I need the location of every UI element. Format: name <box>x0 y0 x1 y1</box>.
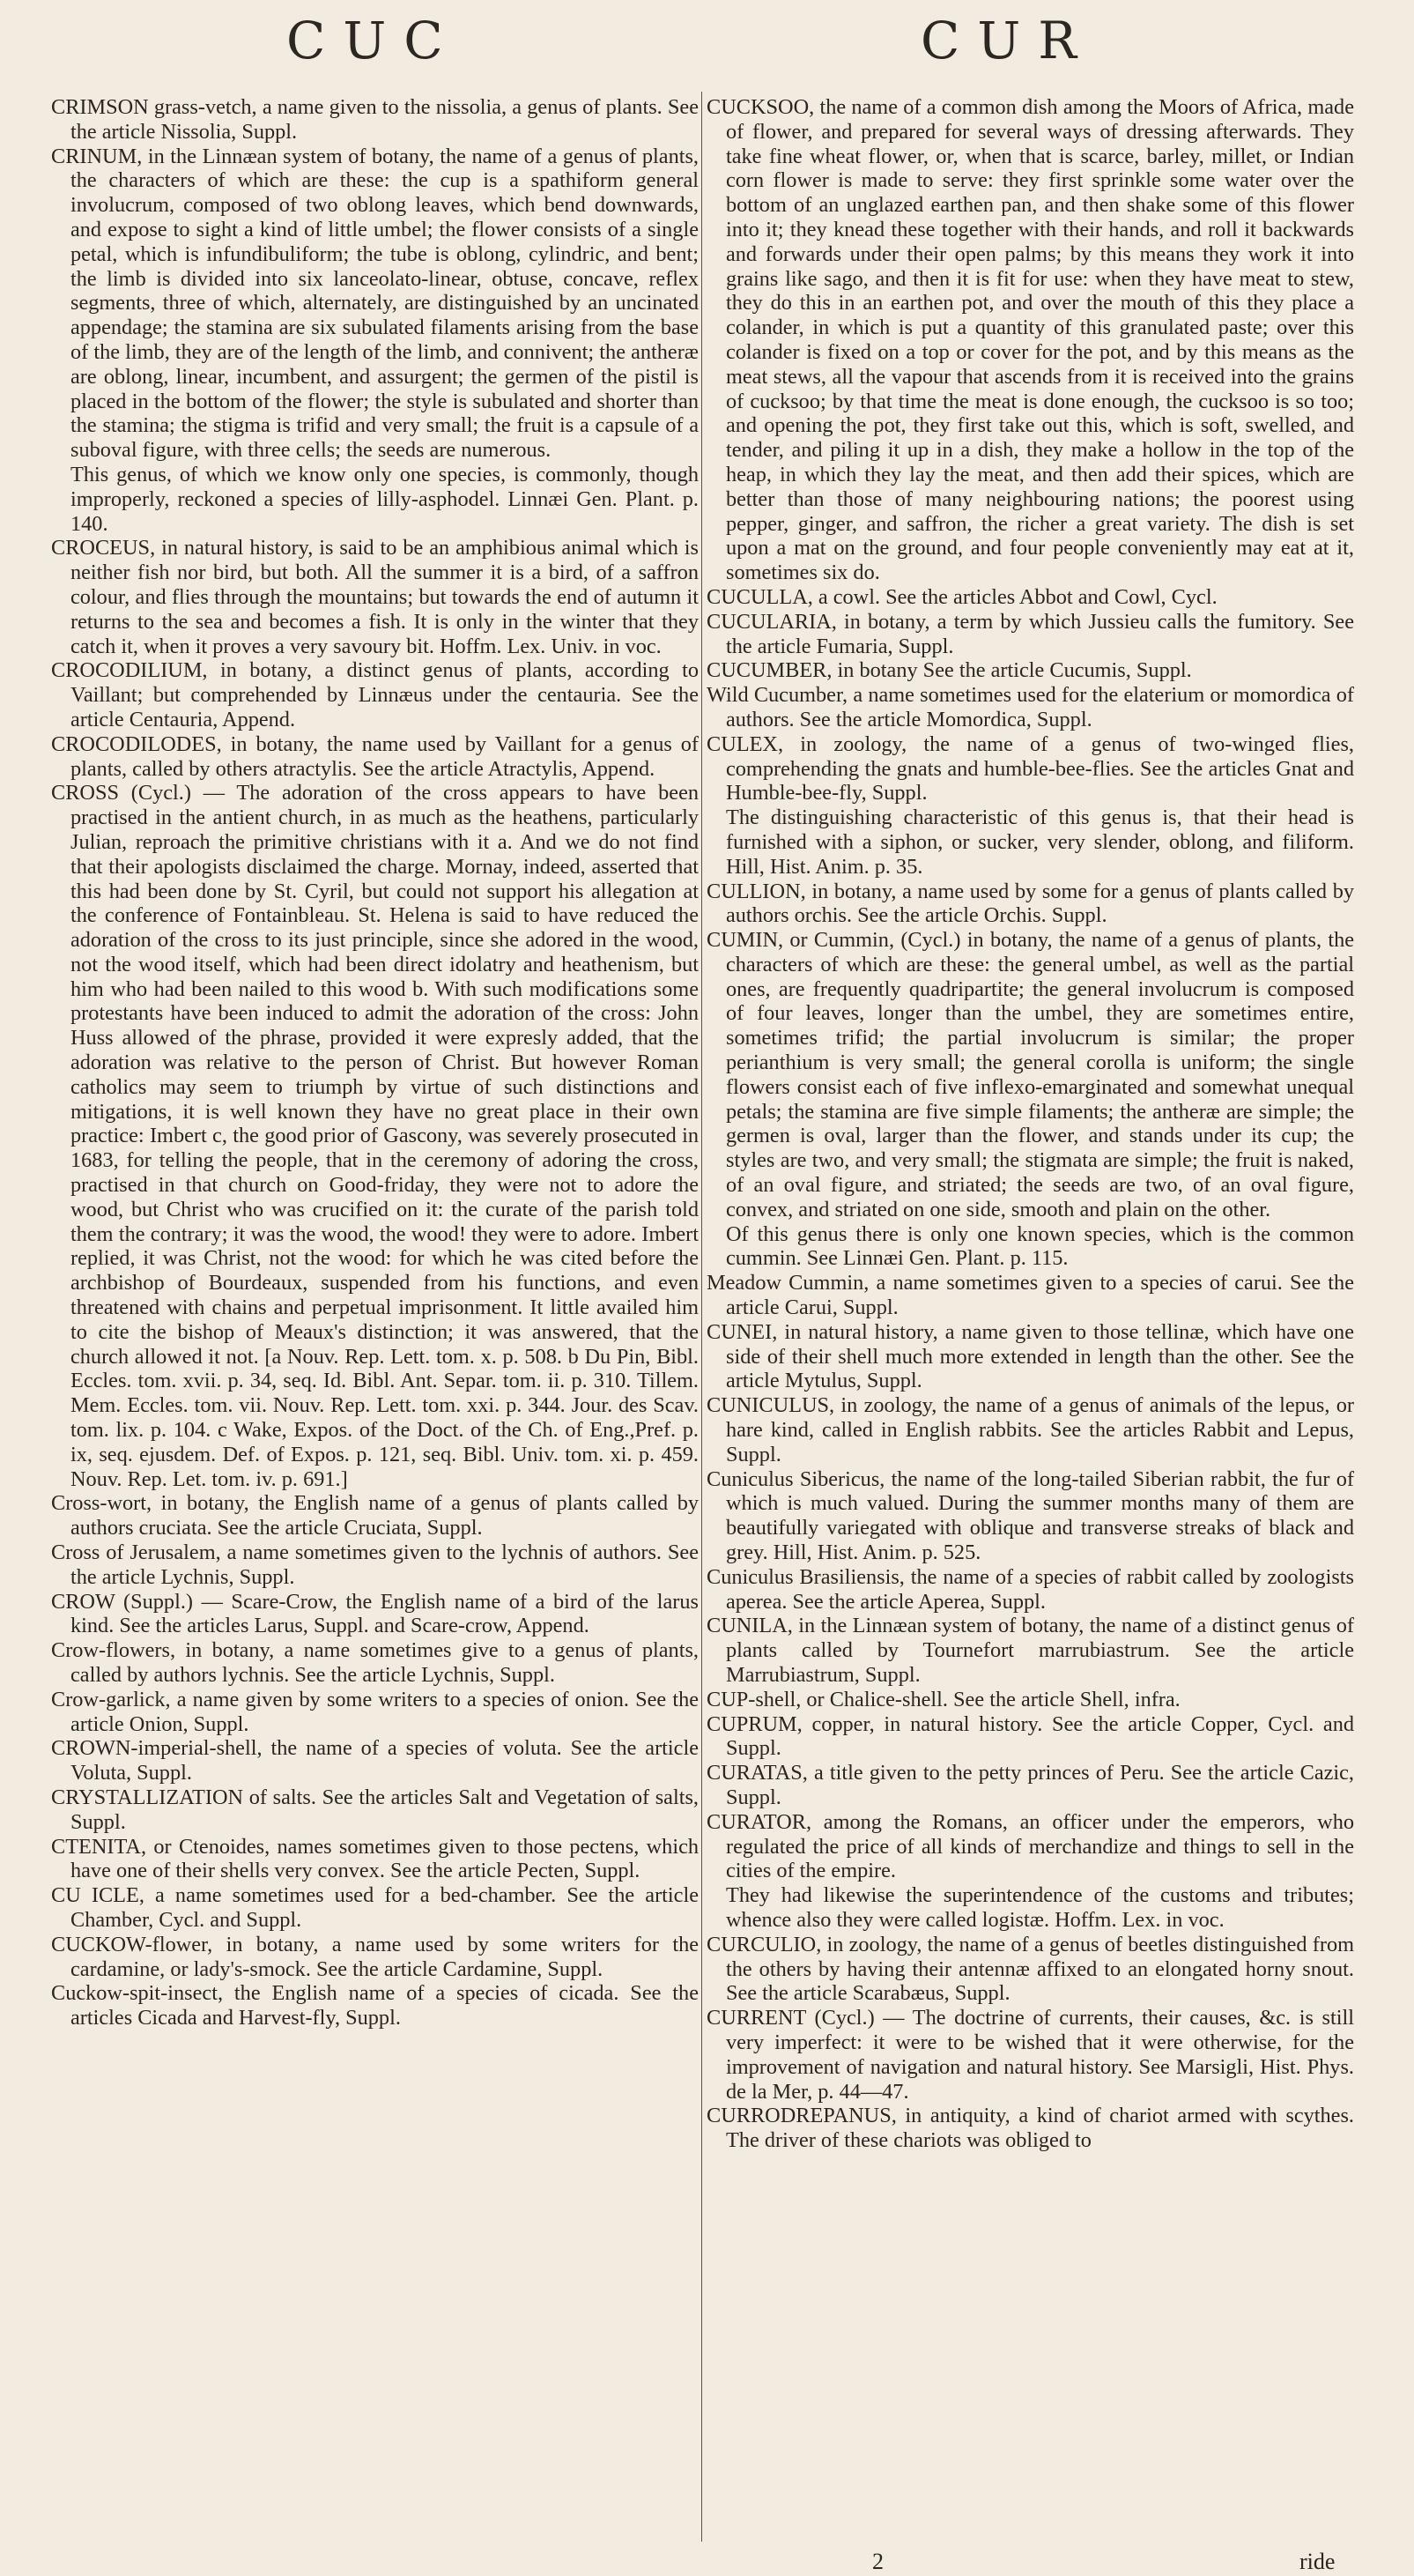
entry-cumin-2: Of this genus there is only one known species, which is the common cummin. See Linnæi Gen. Plant. p. 115. <box>726 1221 1354 1271</box>
running-head-left: CUC <box>286 11 461 71</box>
entry-curator: CURATOR, among the Romans, an officer under the emperors, who regulated the price of all kinds of merchandize and things to sell in the cities of the empire. <box>707 1809 1354 1883</box>
entry-cuckow-flower: CUCKOW-flower, in botany, a name used by some writers for the cardamine, or lady's-smock. See the article Cardamine, Suppl. <box>51 1932 699 1981</box>
entry-cross-wort: Cross-wort, in botany, the English name of a genus of plants called by authors cruciata. See the article Cruciata, Suppl. <box>51 1491 699 1540</box>
entry-crow: CROW (Suppl.) — Scare-Crow, the English name of a bird of the larus kind. See the articles Larus, Suppl. and Scare-crow, Append. <box>51 1589 699 1638</box>
entry-curatas: CURATAS, a title given to the petty princes of Peru. See the article Cazic, Suppl. <box>707 1761 1354 1809</box>
entry-cuprum: CUPRUM, copper, in natural history. See the article Copper, Cycl. and Suppl. <box>707 1711 1354 1761</box>
entry-curculio: CURCULIO, in zoology, the name of a genus of beetles distinguished from the others by having their antennæ affixed to an elongated horny snout. See the article Scarabæus, Suppl. <box>707 1932 1354 2006</box>
entry-crinum: CRINUM, in the Linnæan system of botany, the name of a genus of plants, the characters of which are these: the cup is a spathiform general involucrum, composed of two oblong leaves, which bend downwards, and expose to sight a kind of little umbel; the flower consists of a single petal, which is infundibuliform; the tube is oblong, cylindric, and bent; the limb is divided into six lanceolato-linear, obtuse, concave, reflex segments, three of which, alternately, are distinguished by an uncinated appendage; the stamina are six subulated filaments arising from the base of the limb, they are of the length of the limb, and connivent; the antheræ are oblong, linear, incumbent, and assurgent; the germen of the pistil is placed in the bottom of the flower; the style is subulated and shorter than the stamina; the stigma is trifid and very small; the fruit is a capsule of a suboval figure, with three cells; the seeds are numerous. <box>51 144 699 463</box>
entry-cup-shell: CUP-shell, or Chalice-shell. See the article Shell, infra. <box>707 1687 1181 1711</box>
entry-crimson: CRIMSON grass-vetch, a name given to the nissolia, a genus of plants. See the article Nissolia, Suppl. <box>51 95 699 144</box>
entry-cunila: CUNILA, in the Linnæan system of botany, the name of a distinct genus of plants called by Tournefort marrubiastrum. See the article Marrubiastrum, Suppl. <box>707 1614 1354 1687</box>
entry-current: CURRENT (Cycl.) — The doctrine of currents, their causes, &c. is still very imperfect: it were to be wished that it were otherwise, for the improvement of navigation and natural history. See Marsigli, Hist. Phys. de la Mer, p. 44—47. <box>707 2006 1354 2104</box>
entry-cuniculus-brasiliensis: Cuniculus Brasiliensis, the name of a species of rabbit called by zoologists aperea. See the article Aperea, Suppl. <box>707 1564 1354 1614</box>
entry-wild-cucumber: Wild Cucumber, a name sometimes used for the elaterium or momordica of authors. See the article Momordica, Suppl. <box>707 683 1354 731</box>
entry-crystallization: CRYSTALLIZATION of salts. See the articles Salt and Vegetation of salts, Suppl. <box>51 1785 699 1834</box>
entry-curator-2: They had likewise the superintendence of the customs and tributes; whence also they were called logistæ. Hoffm. Lex. in voc. <box>726 1883 1354 1932</box>
entry-cullion: CULLION, in botany, a name used by some for a genus of plants called by authors orchis. See the article Orchis. Suppl. <box>707 879 1354 928</box>
entry-crocodilodes: CROCODILODES, in botany, the name used by Vaillant for a genus of plants, called by others atractylis. See the article Atractylis, Append. <box>51 731 699 781</box>
entry-cuckow-spit-insect: Cuckow-spit-insect, the English name of a species of cicada. See the articles Cicada and Harvest-fly, Suppl. <box>51 1981 699 2030</box>
entry-crocodilium: CROCODILIUM, in botany, a distinct genus of plants, according to Vaillant; but comprehended by Linnæus under the centauria. See the article Centauria, Append. <box>51 658 699 731</box>
entry-cross-of-jerusalem: Cross of Jerusalem, a name sometimes given to the lychnis of authors. See the article Lychnis, Suppl. <box>51 1540 699 1589</box>
entry-ctenita: CTENITA, or Ctenoides, names sometimes given to those pectens, which have one of their shells very convex. See the article Pecten, Suppl. <box>51 1834 699 1883</box>
entry-cucumber: CUCUMBER, in botany See the article Cucumis, Suppl. <box>707 658 1192 683</box>
page-number: 2 <box>872 2549 884 2574</box>
entry-crown-imperial-shell: CROWN-imperial-shell, the name of a species of voluta. See the article Voluta, Suppl. <box>51 1736 699 1785</box>
entry-cuniculus: CUNICULUS, in zoology, the name of a genus of animals of the lepus, or hare kind, called in English rabbits. See the articles Rabbit and Lepus, Suppl. <box>707 1393 1354 1466</box>
entry-cross: CROSS (Cycl.) — The adoration of the cross appears to have been practised in the antient church, in as much as the heathens, particularly Julian, reproach the primitive christians with it a. And we do not find that their apologists disclaimed the charge. Mornay, indeed, asserted that this had been done by St. Cyril, but could not support his allegation at the conference of Fontainbleau. St. Helena is said to have reduced the adoration of the cross to its just principle, since she adored in the wood, not the wood itself, which had been direct idolatry and heathenism, but him who had been nailed to this wood b. With such modifications some protestants have been induced to admit the adoration of the cross: John Huss allowed of the phrase, provided it were expresly added, that the adoration was relative to the person of Christ. But however Roman catholics may seem to triumph by virtue of such distinctions and mitigations, it is well known they have no great place in their own practice: Imbert c, the good prior of Gascony, was severely prosecuted in 1683, for telling the people, that in the ceremony of adoring the cross, practised in that church on Good-friday, they were not to adore the wood, but Christ who was crucified on it: the curate of the parish told them the contrary; it was the wood, the wood! they were to adore. Imbert replied, it was Christ, not the wood: for which he was cited before the archbishop of Bourdeaux, suspended from his functions, and even threatened with chains and perpetual imprisonment. It little availed him to cite the bishop of Meaux's distinction; it was answered, that the church allowed it not. [a Nouv. Rep. Lett. tom. x. p. 508. b Du Pin, Bibl. Eccles. tom. xvii. p. 34, seq. Id. Bibl. Ant. Separ. tom. ii. p. 310. Tillem. Mem. Eccles. tom. vii. Nouv. Rep. Lett. tom. xxi. p. 344. Jour. des Scav. tom. lix. p. 104. c Wake, Expos. of the Doct. of the Ch. of Eng.,Pref. p. ix, seq. ejusdem. Def. of Expos. p. 121, seq. Bibl. Univ. tom. xi. p. 459. Nouv. Rep. Let. tom. iv. p. 691.] <box>51 781 699 1491</box>
entry-croceus: CROCEUS, in natural history, is said to be an amphibious animal which is neither fish nor bird, but both. All the summer it is a bird, of a saffron colour, and flies through the mountains; but towards the end of autumn it returns to the sea and becomes a fish. It is only in the winter that they catch it, when it proves a very savoury bit. Hoffm. Lex. Univ. in voc. <box>51 536 699 658</box>
entry-crinum-2: This genus, of which we know only one species, is commonly, though improperly, reckoned a species of lilly-asphodel. Linnæi Gen. Plant. p. 140. <box>70 462 699 536</box>
entry-culex: CULEX, in zoology, the name of a genus of two-winged flies, comprehending the gnats and humble-bee-flies. See the articles Gnat and Humble-bee-fly, Suppl. <box>707 731 1354 805</box>
entry-crow-flowers: Crow-flowers, in botany, a name sometimes give to a genus of plants, called by authors lychnis. See the article Lychnis, Suppl. <box>51 1638 699 1687</box>
right-column <box>707 95 1354 2528</box>
entry-currodrepanus: CURRODREPANUS, in antiquity, a kind of chariot armed with scythes. The driver of these chariots was obliged to <box>707 2104 1354 2153</box>
catchword: ride <box>1299 2549 1336 2574</box>
left-column <box>51 95 699 2528</box>
entry-cucularia: CUCULARIA, in botany, a term by which Jussieu calls the fumitory. See the article Fumaria, Suppl. <box>707 609 1354 658</box>
entry-cubicle: CU ICLE, a name sometimes used for a bed-chamber. See the article Chamber, Cycl. and Suppl. <box>51 1883 699 1932</box>
entry-cucksoo: CUCKSOO, the name of a common dish among the Moors of Africa, made of flower, and prepared for several ways of dressing afterwards. They take fine wheat flower, or, when that is scarce, barley, millet, or Indian corn flower is made to serve: they first sprinkle some water over the bottom of an unglazed earthen pan, and then shake some of this flower into it; they knead these together with their hands, and roll it backwards and forwards under their open palms; by this means they work it into grains like sago, and then it is fit for use: when they have meat to stew, they do this in an earthen pot, and over the mouth of this they place a colander, in which is put a quantity of this granulated paste; over this colander is fixed on a top or cover for the pot, and by this means as the meat stews, all the vapour that ascends from it is received into the grains of cucksoo; by that time the meat is done enough, the cucksoo is so too; and opening the pot, they first take out this, which is soft, swelled, and tender, and piling it up in a dish, they make a hollow in the top of the heap, in which they lay the meat, and then add their spices, which are better than those of many neighbouring nations; the poorest using pepper, ginger, and saffron, the richer a great variety. The dish is set upon a mat on the ground, and four people conveniently may eat at it, sometimes six do. <box>707 95 1354 585</box>
entry-crow-garlick: Crow-garlick, a name given by some writers to a species of onion. See the article Onion, Suppl. <box>51 1687 699 1736</box>
entry-cuniculus-sibericus: Cuniculus Sibericus, the name of the long-tailed Siberian rabbit, the fur of which is much valued. During the summer months many of them are beautifully variegated with oblique and transverse streaks of black and grey. Hill, Hist. Anim. p. 525. <box>707 1466 1354 1565</box>
entry-cumin: CUMIN, or Cummin, (Cycl.) in botany, the name of a genus of plants, the characters of which are these: the general umbel, as well as the partial ones, are frequently quadripartite; the general involucrum is composed of four leaves, longer than the umbel, they are sometimes entire, sometimes trifid; the partial involucrum is similar; the proper perianthium is very small; the general corolla is uniform; the single flowers consist each of five inflexo-emarginated and somewhat unequal petals; the stamina are five simple filaments; the antheræ are simple; the germen is oval, larger than the flower, and stands under its cup; the styles are two, and very small; the stigmata are simple; the fruit is naked, of an oval figure, and striated; the seeds are two, of an oval figure, convex, and striated on one side, smooth and plain on the other. <box>707 928 1354 1221</box>
entry-cuculla: CUCULLA, a cowl. See the articles Abbot and Cowl, Cycl. <box>707 584 1218 609</box>
column-divider <box>701 92 702 2542</box>
running-head-right: CUR <box>921 11 1094 71</box>
entry-culex-2: The distinguishing characteristic of this genus is, that their head is furnished with a siphon, or sucker, very slender, oblong, and filiform. Hill, Hist. Anim. p. 35. <box>726 805 1354 879</box>
entry-meadow-cummin: Meadow Cummin, a name sometimes given to a species of carui. See the article Carui, Suppl. <box>707 1271 1354 1320</box>
entry-cunei: CUNEI, in natural history, a name given to those tellinæ, which have one side of their shell much more extended in length than the other. See the article Mytulus, Suppl. <box>707 1319 1354 1393</box>
